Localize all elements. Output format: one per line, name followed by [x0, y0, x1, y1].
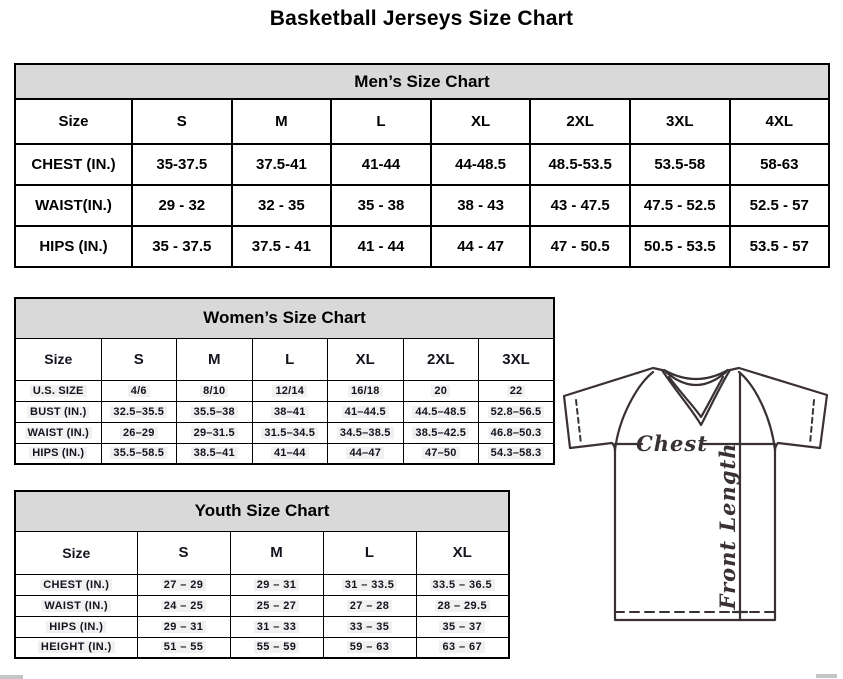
value-cell: 32 - 35 [232, 185, 332, 226]
value-cell: 44–47 [328, 443, 404, 464]
mens-waist-row [15, 185, 829, 226]
value-cell: 24 – 25 [137, 595, 230, 616]
value-cell: 59 – 63 [323, 637, 416, 658]
womens-table-caption: Women’s Size Chart [15, 298, 554, 338]
value-cell: 12/14 [252, 380, 328, 401]
row-label: HIPS (IN.) [15, 616, 137, 637]
row-label: HIPS (IN.) [15, 443, 101, 464]
womens-size-table [14, 297, 555, 465]
value-cell: 37.5-41 [232, 144, 332, 185]
page-title: Basketball Jerseys Size Chart [269, 7, 574, 30]
jersey-right-armhole [739, 372, 775, 450]
mens-size-m: M [232, 99, 332, 144]
row-label: U.S. SIZE [15, 380, 101, 401]
value-cell: 29 – 31 [137, 616, 230, 637]
value-cell: 47.5 - 52.5 [630, 185, 730, 226]
youth-size-xl: XL [416, 531, 509, 574]
value-cell: 20 [403, 380, 479, 401]
value-cell: 38 - 43 [431, 185, 531, 226]
womens-waist-row [15, 422, 554, 443]
womens-hips-row [15, 443, 554, 464]
value-cell: 41–44.5 [328, 401, 404, 422]
value-cell: 35 - 38 [331, 185, 431, 226]
value-cell: 37.5 - 41 [232, 226, 332, 267]
value-cell: 8/10 [177, 380, 253, 401]
mens-size-table [14, 63, 830, 268]
mens-table-caption: Men’s Size Chart [15, 64, 829, 99]
front-length-label: Front Length [715, 442, 740, 610]
value-cell: 41-44 [331, 144, 431, 185]
youth-hips-row [15, 616, 509, 637]
youth-height-row [15, 637, 509, 658]
value-cell: 27 – 28 [323, 595, 416, 616]
youth-waist-row [15, 595, 509, 616]
youth-size-l: L [323, 531, 416, 574]
womens-size-m: M [177, 338, 253, 380]
value-cell: 48.5-53.5 [530, 144, 630, 185]
row-label: CHEST (IN.) [15, 144, 132, 185]
value-cell: 35 – 37 [416, 616, 509, 637]
value-cell: 28 – 29.5 [416, 595, 509, 616]
value-cell: 38.5–41 [177, 443, 253, 464]
value-cell: 33 – 35 [323, 616, 416, 637]
mens-size-3xl: 3XL [630, 99, 730, 144]
value-cell: 47–50 [403, 443, 479, 464]
value-cell: 33.5 – 36.5 [416, 574, 509, 595]
value-cell: 16/18 [328, 380, 404, 401]
mens-size-l: L [331, 99, 431, 144]
right-cuff-stitch-line [810, 400, 814, 444]
value-cell: 34.5–38.5 [328, 422, 404, 443]
mens-size-xl: XL [431, 99, 531, 144]
jersey-diagram [557, 363, 843, 625]
value-cell: 35 - 37.5 [132, 226, 232, 267]
value-cell: 43 - 47.5 [530, 185, 630, 226]
row-label: HIPS (IN.) [15, 226, 132, 267]
value-cell: 44 - 47 [431, 226, 531, 267]
bottom-right-fragment [816, 674, 837, 678]
value-cell: 51 – 55 [137, 637, 230, 658]
womens-size-s: S [101, 338, 177, 380]
youth-table-caption: Youth Size Chart [15, 491, 509, 531]
value-cell: 35-37.5 [132, 144, 232, 185]
jersey-right-sleeve [730, 368, 827, 448]
mens-size-4xl: 4XL [730, 99, 829, 144]
value-cell: 35.5–38 [177, 401, 253, 422]
row-label: WAIST(IN.) [15, 185, 132, 226]
value-cell: 50.5 - 53.5 [630, 226, 730, 267]
womens-ussize-row [15, 380, 554, 401]
mens-chest-row [15, 144, 829, 185]
youth-chest-row [15, 574, 509, 595]
womens-size-3xl: 3XL [479, 338, 555, 380]
value-cell: 58-63 [730, 144, 829, 185]
value-cell: 25 – 27 [230, 595, 323, 616]
value-cell: 52.8–56.5 [479, 401, 555, 422]
value-cell: 46.8–50.3 [479, 422, 555, 443]
value-cell: 29 - 32 [132, 185, 232, 226]
value-cell: 44-48.5 [431, 144, 531, 185]
value-cell: 38–41 [252, 401, 328, 422]
row-label: CHEST (IN.) [15, 574, 137, 595]
left-cuff-stitch-line [576, 400, 581, 444]
value-cell: 27 – 29 [137, 574, 230, 595]
value-cell: 4/6 [101, 380, 177, 401]
value-cell: 52.5 - 57 [730, 185, 829, 226]
value-cell: 53.5-58 [630, 144, 730, 185]
jersey-body [615, 450, 775, 620]
mens-size-header: Size [15, 99, 132, 144]
value-cell: 44.5–48.5 [403, 401, 479, 422]
womens-size-xl: XL [328, 338, 404, 380]
value-cell: 54.3–58.3 [479, 443, 555, 464]
value-cell: 26–29 [101, 422, 177, 443]
value-cell: 41 - 44 [331, 226, 431, 267]
row-label: WAIST (IN.) [15, 422, 101, 443]
row-label: HEIGHT (IN.) [15, 637, 137, 658]
bottom-left-fragment [0, 675, 23, 679]
womens-bust-row [15, 401, 554, 422]
value-cell: 32.5–35.5 [101, 401, 177, 422]
youth-size-s: S [137, 531, 230, 574]
value-cell: 38.5–42.5 [403, 422, 479, 443]
value-cell: 31 – 33 [230, 616, 323, 637]
womens-size-l: L [252, 338, 328, 380]
value-cell: 41–44 [252, 443, 328, 464]
youth-size-header: Size [15, 531, 137, 574]
youth-size-table [14, 490, 510, 659]
value-cell: 31.5–34.5 [252, 422, 328, 443]
value-cell: 63 – 67 [416, 637, 509, 658]
womens-size-header: Size [15, 338, 101, 380]
value-cell: 22 [479, 380, 555, 401]
value-cell: 47 - 50.5 [530, 226, 630, 267]
value-cell: 31 – 33.5 [323, 574, 416, 595]
chest-label: Chest [636, 431, 708, 456]
youth-size-m: M [230, 531, 323, 574]
value-cell: 29 – 31 [230, 574, 323, 595]
row-label: WAIST (IN.) [15, 595, 137, 616]
value-cell: 29–31.5 [177, 422, 253, 443]
value-cell: 53.5 - 57 [730, 226, 829, 267]
womens-size-2xl: 2XL [403, 338, 479, 380]
mens-size-2xl: 2XL [530, 99, 630, 144]
mens-hips-row [15, 226, 829, 267]
mens-size-s: S [132, 99, 232, 144]
value-cell: 55 – 59 [230, 637, 323, 658]
row-label: BUST (IN.) [15, 401, 101, 422]
value-cell: 35.5–58.5 [101, 443, 177, 464]
